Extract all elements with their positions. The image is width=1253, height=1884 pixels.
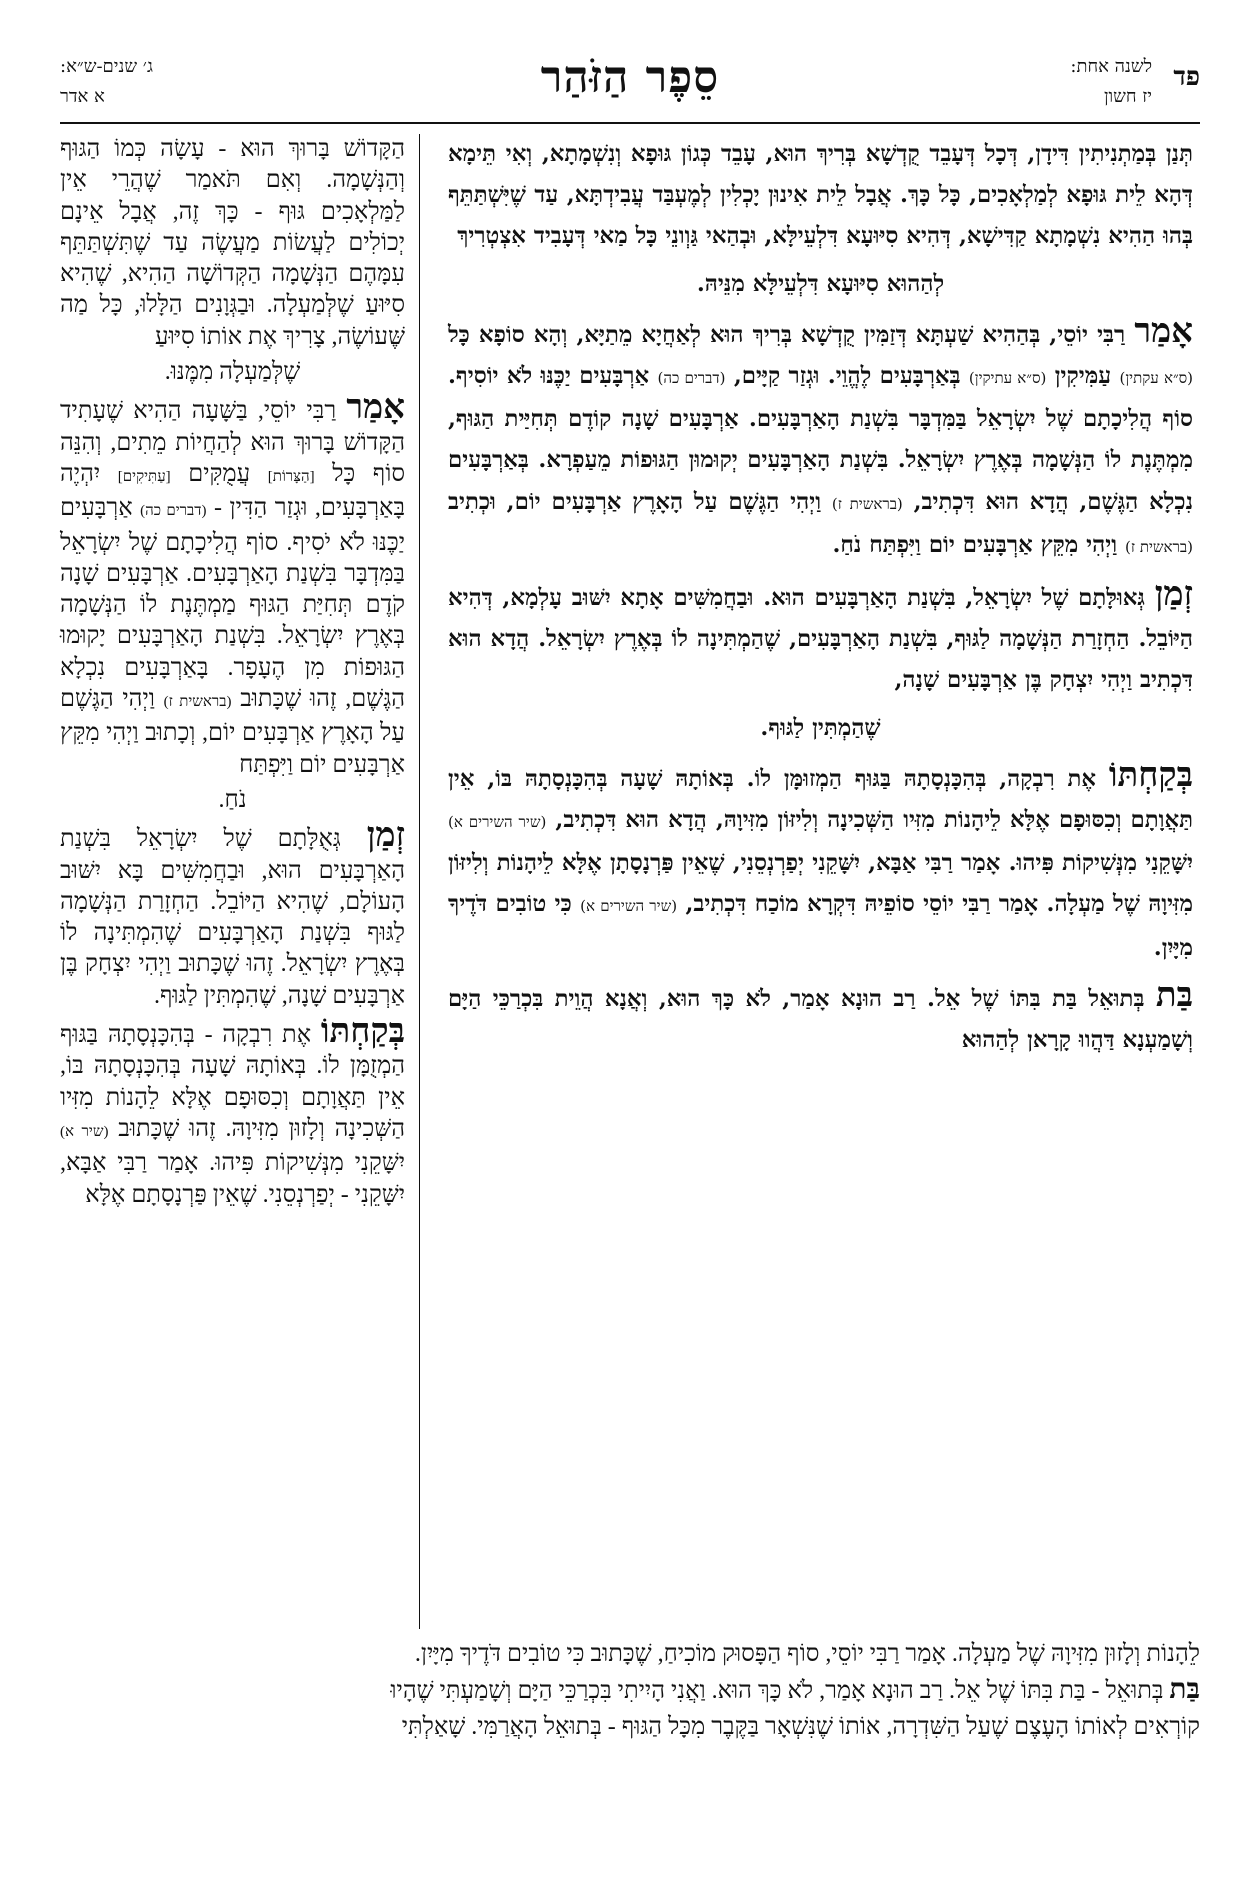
book-title: סֵפֶר הַזֹּהַר <box>540 52 720 103</box>
main-text: וַיְהִי הַגֶּשֶׁם עַל הָאָרֶץ אַרְבָּעִים יוֹם, וּכְתִיב <box>448 488 822 515</box>
bracket-note: [הַצָּרוֹת] <box>267 468 315 485</box>
paragraph-lead-word: בְּקַחְתּוֹ <box>320 1013 405 1051</box>
variant-note: (ס״א עקתין) <box>1119 369 1194 388</box>
translation-text: שֶׁלְּמַעְלָה מִמֶּנּוּ. <box>164 359 301 386</box>
main-text: לְהַהוּא סִיּוּעָא דִּלְעֵילָּא מִנֵּיהּ. <box>696 270 945 297</box>
translation-paragraph <box>60 817 405 1012</box>
paragraph-lead-word: בְּקַחְתּוֹ <box>1108 754 1193 795</box>
translation-text: יִהְיֶה בָּאַרְבָּעִים, וּגְזַר הַדִּין - <box>60 460 406 522</box>
translation-text: לֵהָנוֹת וְלָזוּן מִזִּיוָהּ שֶׁל מַעְלָה. אָמַר רַבִּי יוֹסֵי, סוֹף הַפָּסוּק מוֹכִיחַ, שֶׁכָּתוּב כִּי טוֹבִים דֹּדֶיךָ מִיָּיִן. <box>414 1641 1200 1667</box>
main-text: יִשָּׁקֵנִי מִנְּשִׁיקוֹת פִּיהוּ. אָמַר רַבִּי אַבָּא, יִשָּׁקֵנִי יְפַרְנְסֵנִי, שֶׁאֵין פַּרְנָסָתָן אֶלָּא לֵיהָנוֹת וְלִיזּוֹן מִזִּיוָהּ שֶׁל מַעְלָה. אָמַר רַבִּי יוֹסֵי סוֹפֵיהּ דִּקְרָא מוֹכַח דִּכְתִיב, <box>448 850 1194 918</box>
main-paragraph <box>448 755 1193 969</box>
main-text: רַבִּי יוֹסֵי, בְּהַהִיא שַׁעְתָּא דְּזַמִּין קֻדְשָׁא בְּרִיךְ הוּא לְאַחֲיָא מֵתַיָּא, וְהָא סוֹפָא כָּל <box>448 321 1126 348</box>
page-header <box>60 52 1200 127</box>
translation-text: הַקָּדוֹשׁ בָּרוּךְ הוּא - עָשָׂה כְּמוֹ הַגּוּף וְהַנְּשָׁמָה. וְאִם תֹּאמַר שֶׁהֲרֵי אֵין לַמַּלְאָכִים גּוּף - כָּךְ זֶה, אֲבָל אֵינָם יְכוֹלִים לַעֲשׂוֹת מַעֲשֶׂה עַד שֶׁתִּשְׁתַּתֵּף עִמָּהֶם הַנְּשָׁמָה הַקְּדוֹשָׁה הַהִיא, שֶׁהִיא סִיּוּעַ שֶׁלְּמַעְלָה. וּבַגְּוָנִים הַלָּלוּ, כָּל מַה שֶּׁעוֹשֶׂה, צָרִיךְ אֶת אוֹתוֹ סִיּוּעַ <box>60 136 405 350</box>
paragraph-lead-word: אָמַר <box>1134 310 1193 351</box>
bottom-line <box>60 1636 1200 1672</box>
source-citation: (בראשית ז) <box>1125 537 1193 556</box>
main-text: אַרְבָּעִים יַכֶּנּוּ לֹא יוֹסִיף. סוֹף הֲלִיכָתָם שֶׁל יִשְׂרָאֵל בַּמִּדְבָּר בִּשְׁנַת הָאַרְבָּעִים. אַרְבָּעִים שָׁנָה קוֹדֶם תְּחִיַּית הַגּוּף, מִמְתֶּנֶת לוֹ הַנְּשָׁמָה בְּאֶרֶץ יִשְׂרָאֵל. בִּשְׁנַת הָאַרְבָּעִים יְקוּמוּן הַגּוּפוֹת מֵעַפְרָא. בְּאַרְבָּעִים נִכְלָא הַגֶּשֶׁם, הֲדָא הוּא דִּכְתִיב, <box>448 363 1193 515</box>
main-text: שֶׁהַמְתִּין לַגּוּף. <box>760 714 881 741</box>
bottom-translation-block <box>60 1636 1200 1745</box>
paragraph-lead-word: בַּת <box>1155 974 1194 1015</box>
source-citation: (דברים כה) <box>140 503 207 520</box>
page-number: פד <box>1173 62 1200 92</box>
translation-text: יִשָּׁקֵנִי מִנְּשִׁיקוֹת פִּיהוּ. אָמַר רַבִּי אַבָּא, יִשָּׁקֵנִי - יְפַרְנְסֵנִי. שֶׁאֵין פַּרְנָסָתָם אֶלָּא <box>60 1150 405 1208</box>
translation-text: קוֹרְאִים לְאוֹתוֹ הָעֶצֶם שֶׁעַל הַשִּׁדְרָה, אוֹתוֹ שֶׁנִּשְׁאָר בַּקֶּבֶר מִכָּל הַגּוּף - בְּתוּאֵל הָאֲרַמִּי. שָׁאַלְתִּי <box>401 1714 1200 1740</box>
header-schedule-one-year: לשנה אחת: <box>1070 56 1152 77</box>
source-citation: (בראשית ז) <box>831 494 903 513</box>
translation-paragraph <box>60 389 406 781</box>
column-divider <box>419 134 420 1629</box>
paragraph-lead-word: זְמַן <box>1154 574 1193 615</box>
main-text: תְּנַן בְּמַתְנִיתִין דִּידָן, דְּכָל דְּעָבֵד קֻדְשָׁא בְּרִיךְ הוּא, עָבֵד כְּגוֹן גּוּפָא וְנִשְׁמָתָא, וְאִי תֵּימָא דְּהָא לֵית גּוּפָא לְמַלְאָכִים, כָּל כָּךְ. אֲבָל לֵית אִינוּן יָכְלִין לְמֶעְבַּד עֲבִידְתָּא, עַד שֶׁיִּשְׁתַּתֵּף בְּהוּ הַהִיא נִשְׁמָתָא קַדִּישָׁא, דְּהִיא סִיּוּעָא דִּלְעֵילָּא, וּבְהַאי גַּוְונֵי כָּל מַאי דְּעָבִיד אִצְטְרִיךְ <box>448 141 1193 250</box>
main-text: עַמִּיקִין <box>1054 363 1112 390</box>
main-text: בְּתוּאֵל בַּת בִּתּוֹ שֶׁל אֵל. רַב הוּנָא אָמַר, לֹא כָּךְ הוּא, וְאֲנָא הֲוֵית בִּכְרַכֵּי הַיָּם וְשָׁמַעְנָא דַּהֲווּ קָרָאן לְהַהוּא <box>448 985 1193 1054</box>
translation-text: רַבִּי יוֹסֵי, בַּשָּׁעָה הַהִיא שֶׁעָתִיד הַקָּדוֹשׁ בָּרוּךְ הוּא לְהַחֲיוֹת מֵתִים, וְהִנֵּה סוֹף כָּל <box>60 398 406 487</box>
main-text: כִּי טוֹבִים דֹּדֶיךָ מִיָּיִן. <box>448 891 1193 961</box>
paragraph-lead-word: בַּת <box>1169 1674 1200 1705</box>
main-paragraph <box>448 574 1193 702</box>
main-paragraph <box>448 311 1193 568</box>
header-divider <box>60 122 1200 124</box>
main-text: אֶת רִבְקָה, בְּהִכָּנְסָתָהּ בַּגּוּף הַמְזוּמָּן לוֹ. בְּאוֹתָהּ שָׁעָה בְּהִכָּנְסָתָהּ בּוֹ, אֵין תַּאֲוָתָם וְכִסּוּפָם אֶלָּא לֵיהָנוֹת מִזִּיו הַשְּׁכִינָה וְלִיזּוֹן מִזִּיוָהּ, הֲדָא הוּא דִּכְתִיב, <box>448 765 1193 834</box>
bottom-line <box>60 1709 1200 1745</box>
main-paragraph-end <box>448 264 1193 305</box>
variant-note: (ס״א עתיקין) <box>968 369 1047 388</box>
source-citation: (דברים כה) <box>657 369 726 388</box>
bottom-line <box>60 1672 1200 1709</box>
translation-column <box>60 134 405 1629</box>
translation-text: עֲמֻקִּים <box>188 460 251 487</box>
translation-text: גְּאֻלָּתָם שֶׁל יִשְׂרָאֵל בִּשְׁנַת הָאַרְבָּעִים הוּא, וּבַחֲמִשִּׁים בָּא יִשּׁוּב הָעוֹלָם, שֶׁהִיא הַיּוֹבֵל. הַחְזָרַת הַנְּשָׁמָה לַגּוּף בִּשְׁנַת הָאַרְבָּעִים שֶׁהִמְתִּינָה לוֹ בְּאֶרֶץ יִשְׂרָאֵל. זֶהוּ שֶׁכָּתוּב וַיְהִי יִצְחָק בֶּן אַרְבָּעִים שָׁנָה, שֶׁהִמְתִּין לַגּוּף. <box>60 826 405 1009</box>
main-text: וַיְהִי מִקֵּץ אַרְבָּעִים יוֹם וַיִּפְתַּח נֹחַ. <box>832 531 1118 558</box>
paragraph-lead-word: אָמַר <box>346 389 406 427</box>
main-text-column <box>448 134 1193 1629</box>
translation-text: נֹחַ. <box>218 786 247 813</box>
main-text: בְּאַרְבָּעִים לֶהֱוֵי. וּגְזַר קַיָּים, <box>733 363 961 390</box>
main-text: גְּאוּלָּתָם שֶׁל יִשְׂרָאֵל, בִּשְׁנַת הָאַרְבָּעִים הוּא. וּבַחֲמִשִּׁים אָתָא יִשּׁוּב עָלְמָא, דְּהִיא הַיּוֹבֵל. הַחְזָרַת הַנְּשָׁמָה לַגּוּף, בִּשְׁנַת הָאַרְבָּעִים, שֶׁהַמְתִּינָה לוֹ בְּאֶרֶץ יִשְׂרָאֵל. הֲדָא הוּא דִּכְתִיב וַיְהִי יִצְחָק בֶּן אַרְבָּעִים שָׁנָה, <box>448 585 1193 694</box>
bracket-note: [עַתִּיקִים] <box>117 468 171 485</box>
paragraph-lead-word: זְמַן <box>366 817 405 855</box>
source-citation: (שיר השירים א) <box>580 897 678 916</box>
header-date-three-years: א אדר <box>60 86 105 107</box>
translation-text: בְּתוּאֵל - בַּת בִּתּוֹ שֶׁל אֵל. רַב הוּנָא אָמַר, לֹא כָּךְ הוּא. וַאֲנִי הָיִיתִי בִּכְרַכֵּי הַיָּם וְשָׁמַעְתִּי שֶׁהָיוּ <box>390 1678 1164 1704</box>
source-citation: (שיר השירים א) <box>448 813 547 832</box>
translation-paragraph <box>60 134 405 353</box>
translation-text: וַיְהִי הַגֶּשֶׁם עַל הָאָרֶץ אַרְבָּעִים יוֹם, וְכָתוּב וַיְהִי מִקֵּץ אַרְבָּעִים יוֹם וַיִּפְתַּח <box>60 686 405 778</box>
header-date-one-year: יז חשון <box>1103 86 1152 107</box>
main-paragraph-end <box>448 708 1193 749</box>
main-paragraph <box>448 134 1193 258</box>
source-citation: (שיר א) <box>60 1123 109 1140</box>
source-citation: (בראשית ז) <box>163 694 232 711</box>
translation-paragraph <box>60 1013 406 1211</box>
main-paragraph <box>448 975 1193 1061</box>
header-schedule-three-years: ג׳ שנים-ש״א: <box>60 56 153 77</box>
translation-paragraph-end <box>60 785 405 816</box>
translation-text: אֶת רִבְקָה - בְּהִכָּנְסָתָהּ בַּגּוּף הַמְזֻמָּן לוֹ. בְּאוֹתָהּ שָׁעָה בְּהִכָּנְסָתָהּ בּוֹ, אֵין תַּאֲוָתָם וְכִסּוּפָם אֶלָּא לֵהָנוֹת מִזִּיו הַשְּׁכִינָה וְלָזוּן מִזִּיוָהּ. זֶהוּ שֶׁכָּתוּב <box>60 1022 406 1142</box>
translation-paragraph-end <box>60 357 405 388</box>
translation-text: אַרְבָּעִים יַכֶּנּוּ לֹא יֹסִיף. סוֹף הֲלִיכָתָם שֶׁל יִשְׂרָאֵל בַּמִּדְבָּר בִּשְׁנַת הָאַרְבָּעִים. אַרְבָּעִים שָׁנָה קֹדֶם תְּחִיַּת הַגּוּף מַמְתֶּנֶת לוֹ הַנְּשָׁמָה בְּאֶרֶץ יִשְׂרָאֵל. בִּשְׁנַת הָאַרְבָּעִים יָקוּמוּ הַגּוּפוֹת מִן הֶעָפָר. בָּאַרְבָּעִים נִכְלָא הַגֶּשֶׁם, זֶהוּ שֶׁכָּתוּב <box>60 495 405 713</box>
